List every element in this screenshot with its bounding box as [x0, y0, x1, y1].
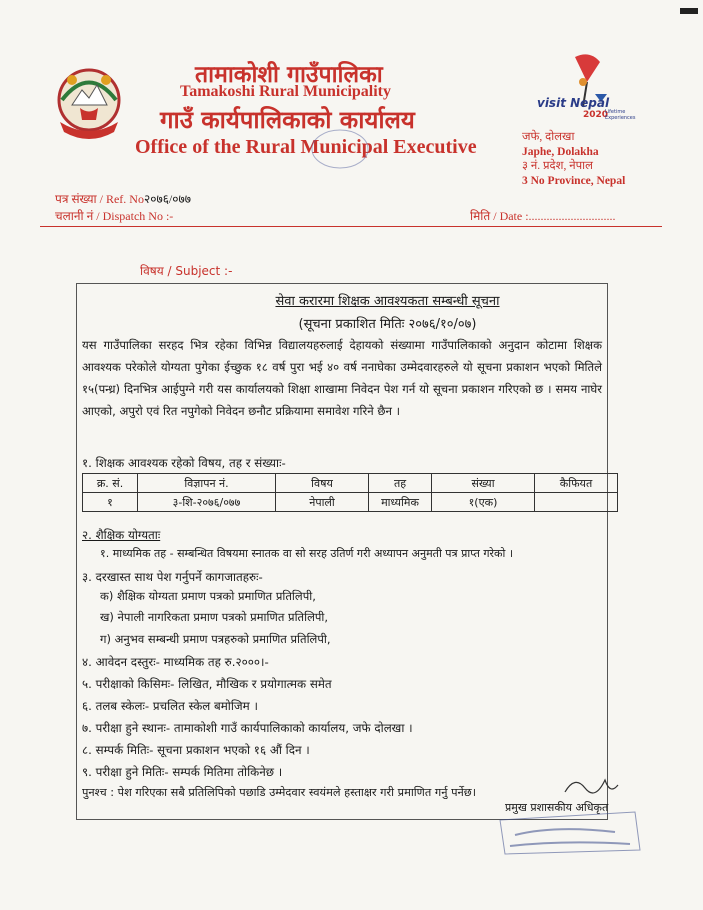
section-6: ६. तलब स्केलः- प्रचलित स्केल बमोजिम । [82, 699, 258, 713]
section-4: ४. आवेदन दस्तुरः- माध्यमिक तह रु.२०००।- [82, 655, 269, 669]
table-cell: १(एक) [432, 493, 535, 512]
municipality-name-en: Tamakoshi Rural Municipality [180, 83, 392, 100]
table-header: विषय [276, 474, 369, 493]
section-1-heading: १. शिक्षक आवश्यक रहेको विषय, तह र संख्याः- [82, 456, 286, 470]
office-name-np: गाउँ कार्यपालिकाको कार्यालय [160, 105, 415, 134]
nepal-emblem-icon [52, 60, 127, 148]
notice-paragraph: यस गाउँपालिका सरहद भित्र रहेका विभिन्न विद्यालयहरुलाई देहायको संख्यामा गाउँपालिकाको अनुदान कोटामा शिक्षक आवश्यक परेकोले योग्यता पुगेका ईच्छुक १८ वर्ष पुरा भई ४० वर्ष ननाघेका उम्मेदवारहरुले यो सूचना प्रकाशन भएको मितिले १५(पन्ध्र) दिनभित्र आईपुग्ने गरी यस कार्यालयको शिक्षा शाखामा निवेदन पेश गर्न यो सूचना प्रकाशन गरिएको छ । समय नाघेर आएको, अपुरो एवं रित नपुगेको निवेदन छनौट प्रक्रियामा समावेश गरिने छैन । [82, 338, 602, 418]
section-3-item: ख) नेपाली नागरिकता प्रमाण पत्रको प्रमाणित प्रतिलिपी, [100, 610, 329, 624]
table-cell: माध्यमिक [369, 493, 432, 512]
ref-value: २०७६/०७७ [143, 192, 191, 206]
scan-mark [680, 8, 698, 14]
address-np-2: ३ नं. प्रदेश, नेपाल [522, 160, 593, 172]
signature-icon [560, 770, 620, 800]
vacancy-table [82, 473, 618, 512]
table-cell: नेपाली [276, 493, 369, 512]
table-cell: ३-शि-२०७६/०७७ [138, 493, 276, 512]
dispatch-no: चलानी नं / Dispatch No :- [55, 209, 174, 223]
section-2-heading: २. शैक्षिक योग्यताः [82, 528, 161, 542]
table-header: संख्या [432, 474, 535, 493]
table-header: कैफियत [535, 474, 618, 493]
office-seal-icon [310, 128, 370, 170]
section-8: ८. सम्पर्क मितिः- सूचना प्रकाशन भएको १६ औं दिन । [82, 743, 310, 757]
table-cell: १ [83, 493, 138, 512]
signatory-title: प्रमुख प्रशासकीय अधिकृत [505, 801, 609, 814]
ref-no [55, 190, 191, 207]
address-en-2: 3 No Province, Nepal [522, 175, 626, 187]
address-en-1: Japhe, Dolakha [522, 146, 599, 158]
table-row [83, 493, 618, 512]
visit-nepal-logo [535, 52, 636, 130]
table-header: क्र. सं. [83, 474, 138, 493]
section-5: ५. परीक्षाको किसिमः- लिखित, मौखिक र प्रयोगात्मक समेत [82, 677, 332, 691]
visit-nepal-subtitle: Lifetime Experiences [605, 109, 636, 121]
section-7: ७. परीक्षा हुने स्थानः- तामाकोशी गाउँ कार्यपालिकाको कार्यालय, जफे दोलखा । [82, 721, 413, 735]
table-header-row [83, 474, 618, 493]
section-9: ९. परीक्षा हुने मितिः- सम्पर्क मितिमा तोकिनेछ । [82, 765, 283, 779]
ref-label: पत्र संख्या / Ref. No [55, 192, 144, 206]
notice-published-date: (सूचना प्रकाशित मितिः २०७६/१०/०७) [298, 317, 477, 332]
notice-title-text: सेवा करारमा शिक्षक आवश्यकता सम्बन्धी सूचना [275, 294, 500, 309]
visit-nepal-text: visit Nepal [537, 96, 610, 110]
table-cell [535, 493, 618, 512]
notice-title [36, 291, 703, 309]
section-2-item: १. माध्यमिक तह - सम्बन्धित विषयमा स्नातक वा सो सरह उतिर्ण गरी अध्यापन अनुमती पत्र प्राप्त गरेको । [100, 547, 514, 560]
address-np-1: जफे, दोलखा [522, 131, 575, 143]
section-3-heading: ३. दरखास्त साथ पेश गर्नुपर्ने कागजातहरुः- [82, 570, 263, 584]
postscript: पुनश्च : पेश गरिएका सबै प्रतिलिपिको पछाडि उम्मेदवार स्वयंमले हस्ताक्षर गरी प्रमाणित गर्नु पर्नेछ। [82, 786, 476, 799]
table-header: तह [369, 474, 432, 493]
table-header: विज्ञापन नं. [138, 474, 276, 493]
subject-label: विषय / Subject :- [140, 264, 233, 278]
municipality-name-np: तामाकोशी गाउँपालिका [195, 61, 383, 88]
office-name-en: Office of the Rural Municipal Executive [135, 136, 477, 158]
section-3-item: क) शैक्षिक योग्यता प्रमाण पत्रको प्रमाणित प्रतिलिपी, [100, 589, 316, 603]
date-field: मिति / Date :............................. [470, 209, 616, 223]
visit-nepal-year: 2020 [583, 110, 609, 120]
header-divider [40, 226, 662, 227]
section-3-item: ग) अनुभव सम्बन्धी प्रमाण पत्रहरुको प्रमाणित प्रतिलिपी, [100, 632, 331, 646]
officer-stamp-icon [495, 810, 645, 855]
